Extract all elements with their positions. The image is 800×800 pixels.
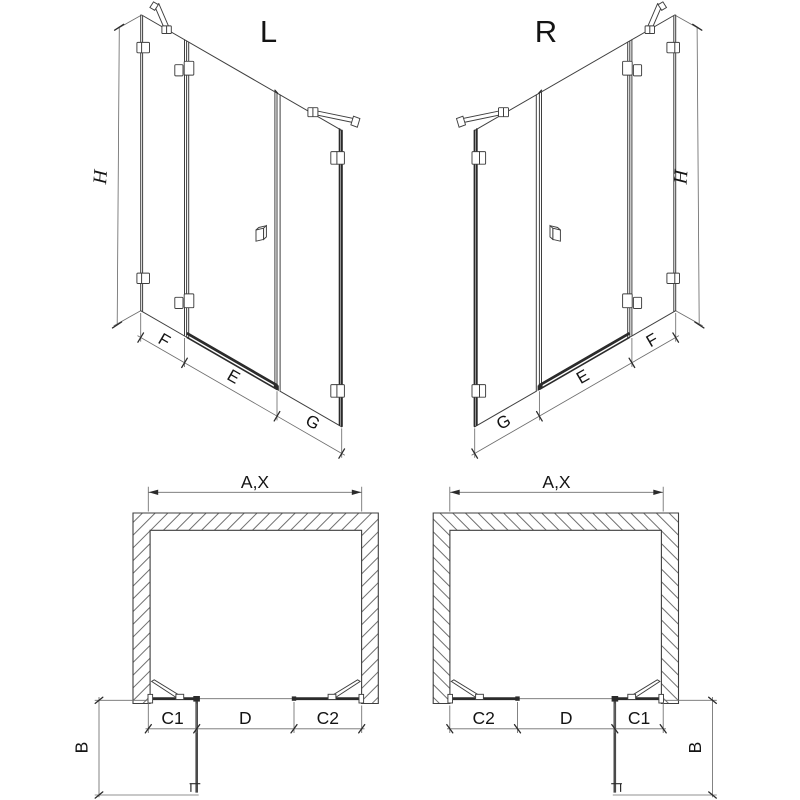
dim-label-ax-left: A,X <box>240 471 270 492</box>
dim-label-c1-right: C1 <box>627 707 651 728</box>
dim-label-c2-right: C2 <box>472 707 495 728</box>
dim-label-e-right: E <box>573 365 593 388</box>
dim-label-g-right: G <box>493 410 515 434</box>
dim-label-h-right: H <box>670 169 693 185</box>
iso-view-right <box>457 2 704 458</box>
dim-label-e-left: E <box>223 365 244 388</box>
dim-label-d-left: D <box>238 707 252 728</box>
dim-label-c2-left: C2 <box>316 707 339 728</box>
plan-view-right <box>433 487 717 798</box>
variant-label-right: R <box>534 14 558 49</box>
variant-label-left: L <box>259 14 278 49</box>
dim-label-d-right: D <box>559 707 573 728</box>
dim-label-f-left: F <box>155 329 174 352</box>
dim-label-g-left: G <box>302 410 324 434</box>
dim-label-f-right: F <box>642 329 662 352</box>
iso-view-left <box>113 2 360 458</box>
dim-label-b-left: B <box>71 741 92 754</box>
plan-view-left <box>95 487 379 798</box>
dim-label-ax-right: A,X <box>542 471 571 492</box>
dim-label-c1-left: C1 <box>161 707 184 728</box>
dim-label-b-right: B <box>685 741 705 754</box>
dim-label-h-left: H <box>90 169 112 185</box>
